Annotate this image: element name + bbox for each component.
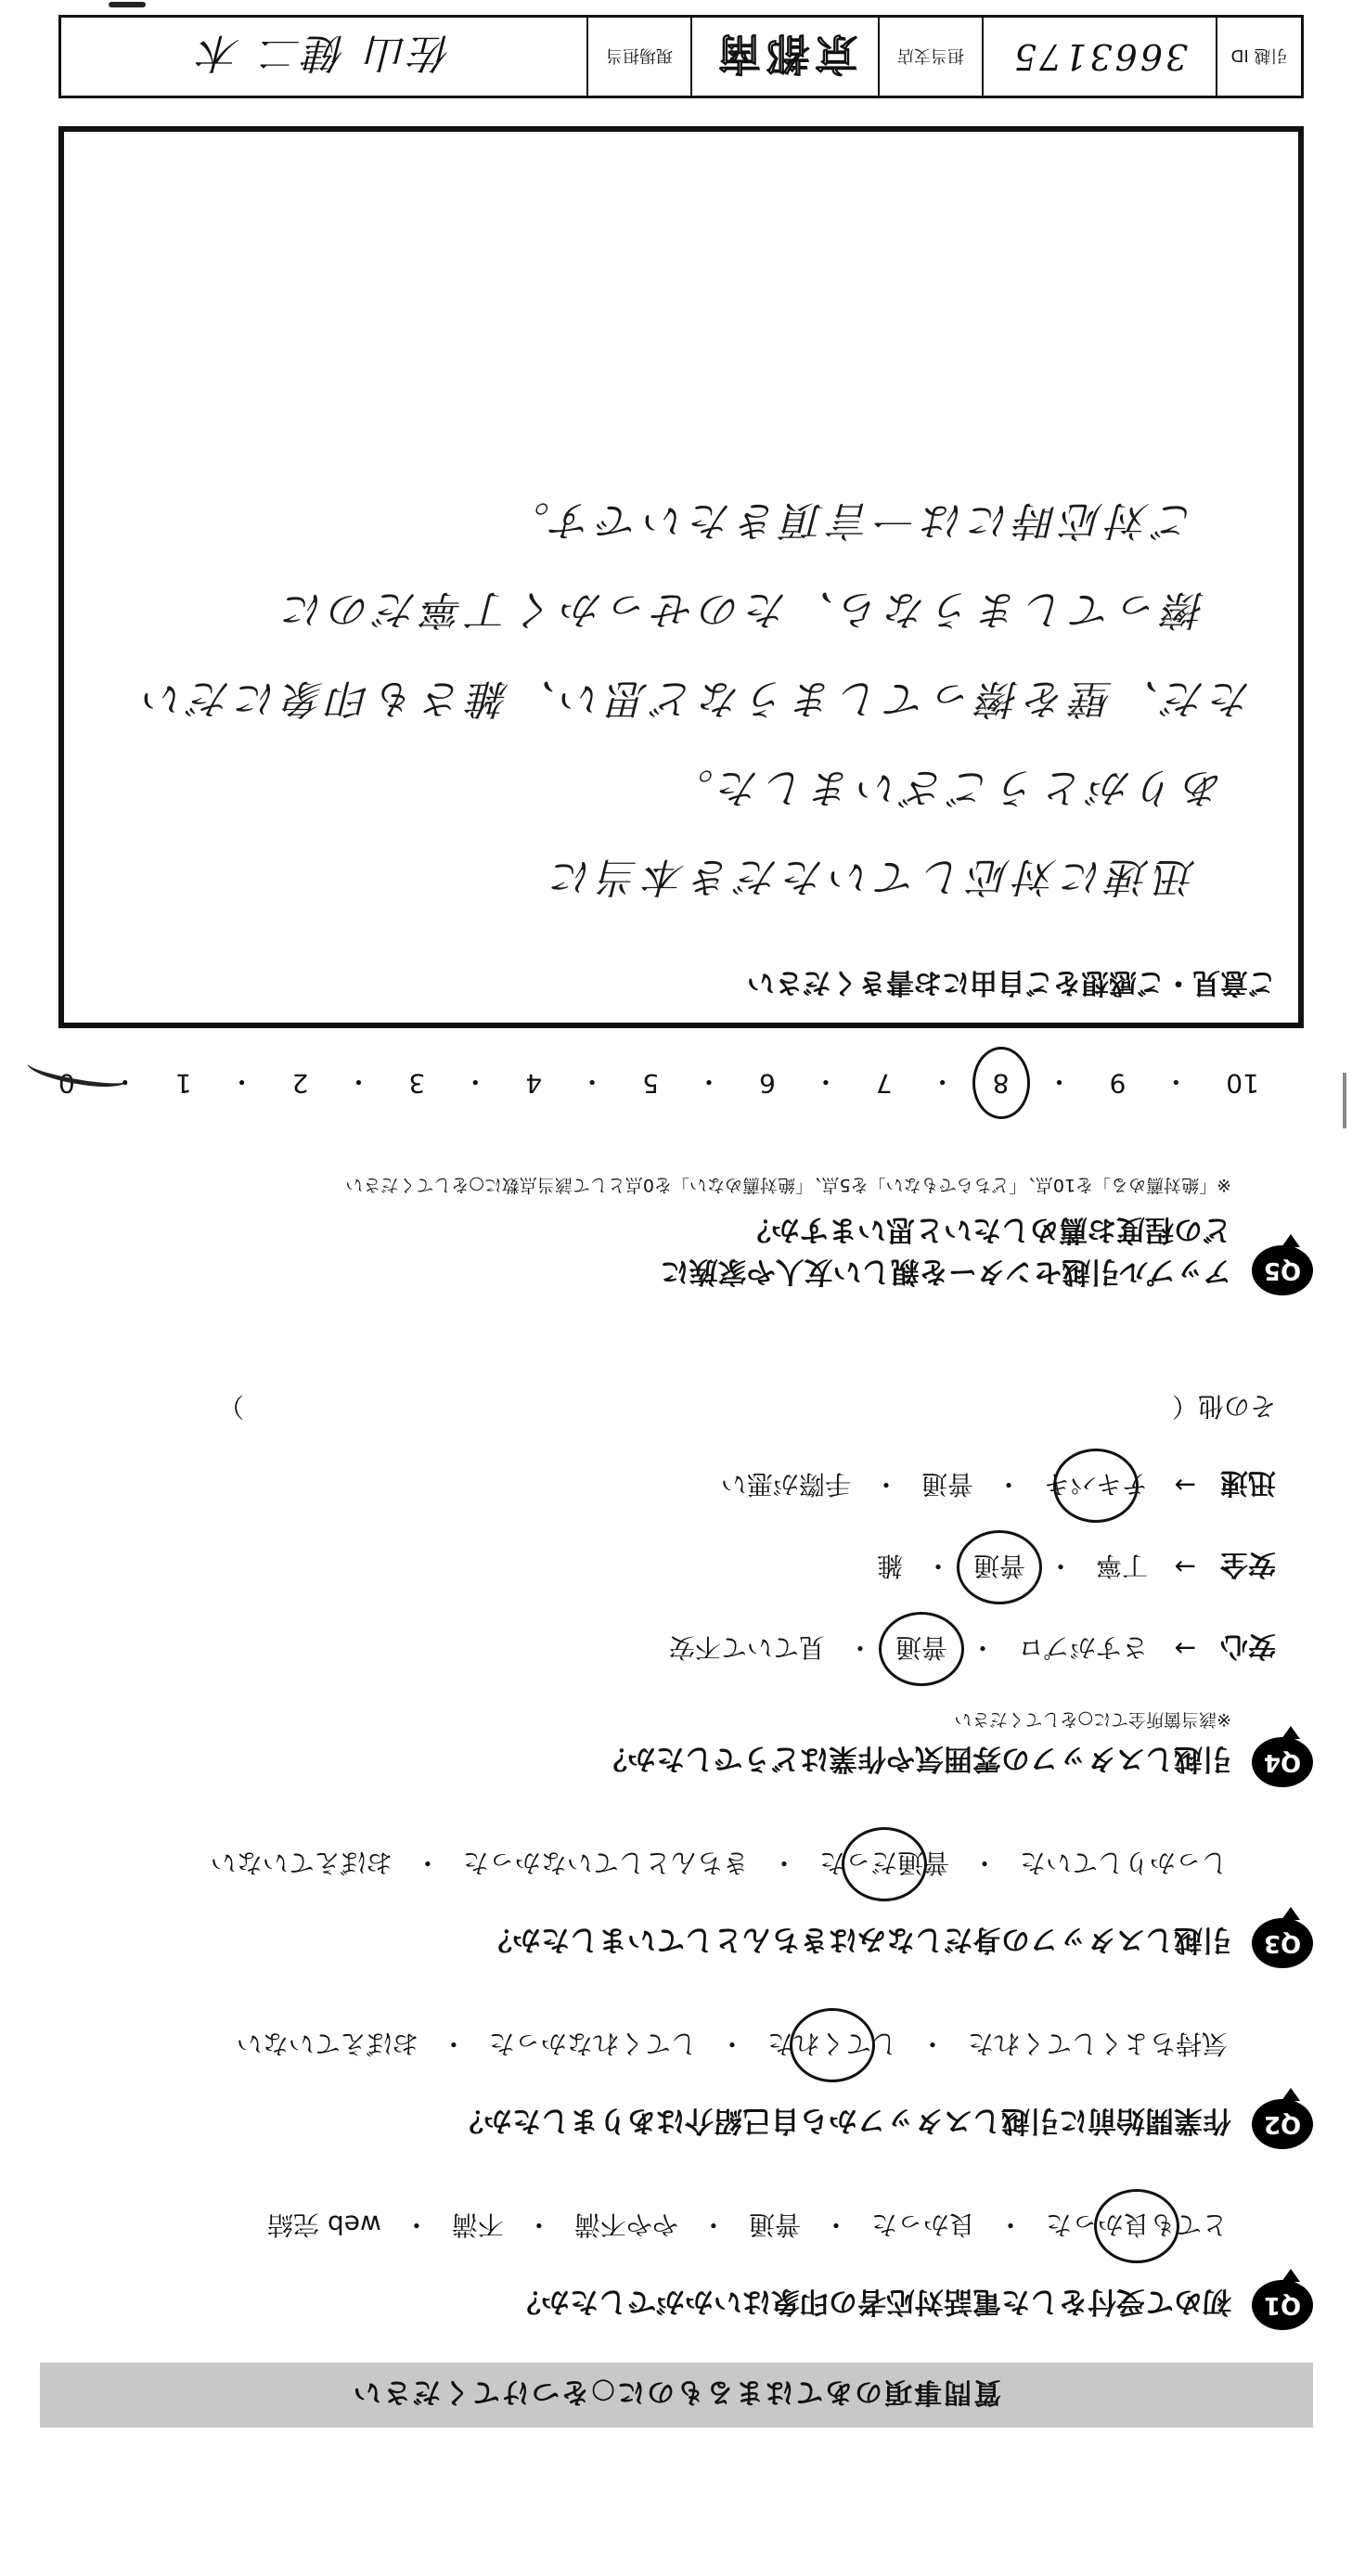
q1-options: とても良かった ・ 良かった ・ 普通 ・ やや不満 ・ 不満 ・ web 完結 <box>70 2204 1230 2248</box>
q1-option-4[interactable]: やや不満 <box>573 2209 678 2240</box>
q4-row3-option-1[interactable]: テキパキ <box>1042 1463 1150 1508</box>
q2-text: 作業開始前に引越しスタッフから自己紹介はありましたか？ <box>455 2104 1231 2138</box>
q3-option-1[interactable]: しっかりしていた <box>1019 1848 1228 1878</box>
question-q5 <box>70 1174 1313 1295</box>
q5-text-line2: どの程度お薦めしたいと思いますか？ <box>742 1213 1231 1246</box>
score-5[interactable]: 5 <box>642 1068 659 1099</box>
branch-label: 担当支店 <box>897 45 964 65</box>
leader-value-cell <box>61 18 586 96</box>
q3-option-3[interactable]: きちんとしていなかった <box>462 1848 749 1878</box>
id-value: 3663175 <box>1011 36 1189 77</box>
score-4[interactable]: 4 <box>525 1068 543 1099</box>
q4-row-anshin: 安心 → さすがプロ ・ 普通 ・ 見ていて不安 <box>70 1627 1276 1671</box>
question-q2 <box>70 2023 1313 2149</box>
q1-badge: Q1 <box>1252 2280 1313 2330</box>
q1-option-6[interactable]: web 完結 <box>267 2209 381 2240</box>
q3-options: しっかりしていた ・ 普通だった ・ きちんとしていなかった ・ おぼえていない <box>70 1842 1230 1887</box>
q4-other-label: その他（ <box>1171 1391 1276 1422</box>
score-3[interactable]: 3 <box>408 1068 426 1099</box>
branch-value-cell <box>690 18 878 96</box>
leader-label-cell <box>586 18 690 96</box>
score-7[interactable]: 7 <box>875 1068 893 1099</box>
footer-info-row <box>58 15 1304 98</box>
q5-score-scale: 10 ・ 9 ・ 8 ・ 7 ・ 6 ・ 5 ・ 4 ・ 3 ・ 2 ・ 1 ・ 0 <box>49 1064 1268 1102</box>
score-8[interactable]: 8 <box>984 1064 1019 1102</box>
comment-line-5: ご対応時には一言頂きたいです。 <box>503 496 1196 544</box>
q4-row-label: 迅速 <box>1220 1466 1276 1499</box>
q3-badge: Q3 <box>1252 1918 1313 1968</box>
q2-badge: Q2 <box>1252 2099 1313 2149</box>
q2-option-3[interactable]: してくれなかった <box>488 2029 697 2059</box>
q2-options: 気持ちよくしてくれた ・ してくれた ・ してくれなかった ・ おぼえていない <box>70 2023 1230 2067</box>
score-0[interactable]: 0 <box>58 1068 75 1099</box>
arrow-right-icon: → <box>1174 1552 1196 1583</box>
comment-title: ご意見・ご感想をご自由にお書きください <box>747 966 1276 998</box>
instruction-text: 質問事項のあてはまるものに○をつけてください <box>351 2376 1002 2408</box>
question-q3 <box>70 1842 1313 1968</box>
arrow-right-icon: → <box>1174 1470 1196 1501</box>
q3-text: 引越しスタッフの身だしなみはきちんとしていましたか？ <box>483 1923 1231 1957</box>
comment-line-1: 迅速に対応していただき本当に <box>547 853 1196 900</box>
score-10[interactable]: 10 <box>1226 1068 1259 1099</box>
instruction-bar <box>40 2363 1313 2428</box>
q4-row1-option-2[interactable]: 普通 <box>894 1627 949 1671</box>
q1-option-5[interactable]: 不満 <box>451 2209 504 2240</box>
comment-line-2: ありがとうございました。 <box>667 764 1224 811</box>
score-6[interactable]: 6 <box>758 1068 776 1099</box>
q4-badge: Q4 <box>1252 1737 1313 1787</box>
q1-text: 初めて受付をした電話対応者の印象はいかがでしたか？ <box>512 2285 1231 2319</box>
branch-value: 京都南 <box>713 29 857 79</box>
scan-mark <box>109 2 146 7</box>
id-label-cell <box>1216 18 1301 96</box>
q4-other-row <box>70 1389 1276 1426</box>
leader-value: 佐山 健二 木 <box>196 29 452 76</box>
score-9[interactable]: 9 <box>1109 1068 1127 1099</box>
q2-option-4[interactable]: おぼえていない <box>236 2029 418 2059</box>
q4-row3-option-2[interactable]: 普通 <box>921 1469 973 1500</box>
q4-row-anzen: 安全 → 丁寧 ・ 普通 ・ 雑 <box>70 1545 1276 1590</box>
comment-line-3: ただ、壁を擦ってしまうなど思い、雑さも印象にだい <box>138 675 1252 722</box>
q4-row2-option-3[interactable]: 雑 <box>876 1551 903 1581</box>
id-label: 引越 ID <box>1230 45 1288 65</box>
q4-row3-option-3[interactable]: 手際が悪い <box>720 1469 851 1500</box>
q5-text-line1: アップル引越センターを親しい友人や家族に <box>660 1255 1231 1288</box>
q4-row2-option-2[interactable]: 普通 <box>972 1545 1027 1590</box>
q5-badge: Q5 <box>1252 1245 1313 1295</box>
q1-option-1[interactable]: とても良かった <box>1044 2204 1230 2248</box>
comment-box[interactable] <box>58 126 1304 1028</box>
q2-option-1[interactable]: 気持ちよくしてくれた <box>967 2029 1228 2059</box>
q4-note: ※該当箇所全てに○をしてください <box>954 1709 1231 1730</box>
question-q1 <box>70 2204 1313 2330</box>
q4-row1-option-3[interactable]: 見ていて不安 <box>668 1632 825 1663</box>
q3-option-2[interactable]: 普通だった <box>818 1842 951 1887</box>
q1-option-2[interactable]: 良かった <box>870 2209 975 2240</box>
q4-row-label: 安心 <box>1220 1629 1276 1662</box>
q2-option-2[interactable]: してくれた <box>766 2023 899 2067</box>
q4-row2-option-1[interactable]: 丁寧 <box>1095 1551 1148 1581</box>
scan-edge-mark <box>1343 1073 1346 1128</box>
q4-row-label: 安全 <box>1220 1548 1276 1580</box>
id-value-cell <box>982 18 1216 96</box>
q4-other-close: ） <box>217 1391 244 1422</box>
arrow-right-icon: → <box>1174 1633 1196 1665</box>
question-q4 <box>70 1389 1313 1787</box>
branch-label-cell <box>878 18 982 96</box>
q5-note: ※「絶対薦める」を10点、「どちらでもない」を5点、「絶対薦めない」を0点として該当点数に○をしてください <box>345 1175 1231 1195</box>
q4-row-jinsoku: 迅速 → テキパキ ・ 普通 ・ 手際が悪い <box>70 1463 1276 1508</box>
q1-option-3[interactable]: 普通 <box>748 2209 801 2240</box>
q4-text: 引越しスタッフの雰囲気や作業はどうでしたか？ <box>599 1742 1231 1776</box>
leader-label: 現場担当 <box>606 45 673 65</box>
score-1[interactable]: 1 <box>174 1068 192 1099</box>
q4-row1-option-1[interactable]: さすがプロ <box>1017 1632 1148 1663</box>
comment-line-4: 擦ってしまうなら、たのせっかく丁寧だのに <box>277 586 1205 633</box>
q3-option-4[interactable]: おぼえていない <box>210 1848 393 1878</box>
handwritten-comment <box>101 475 1252 921</box>
score-2[interactable]: 2 <box>291 1068 309 1099</box>
